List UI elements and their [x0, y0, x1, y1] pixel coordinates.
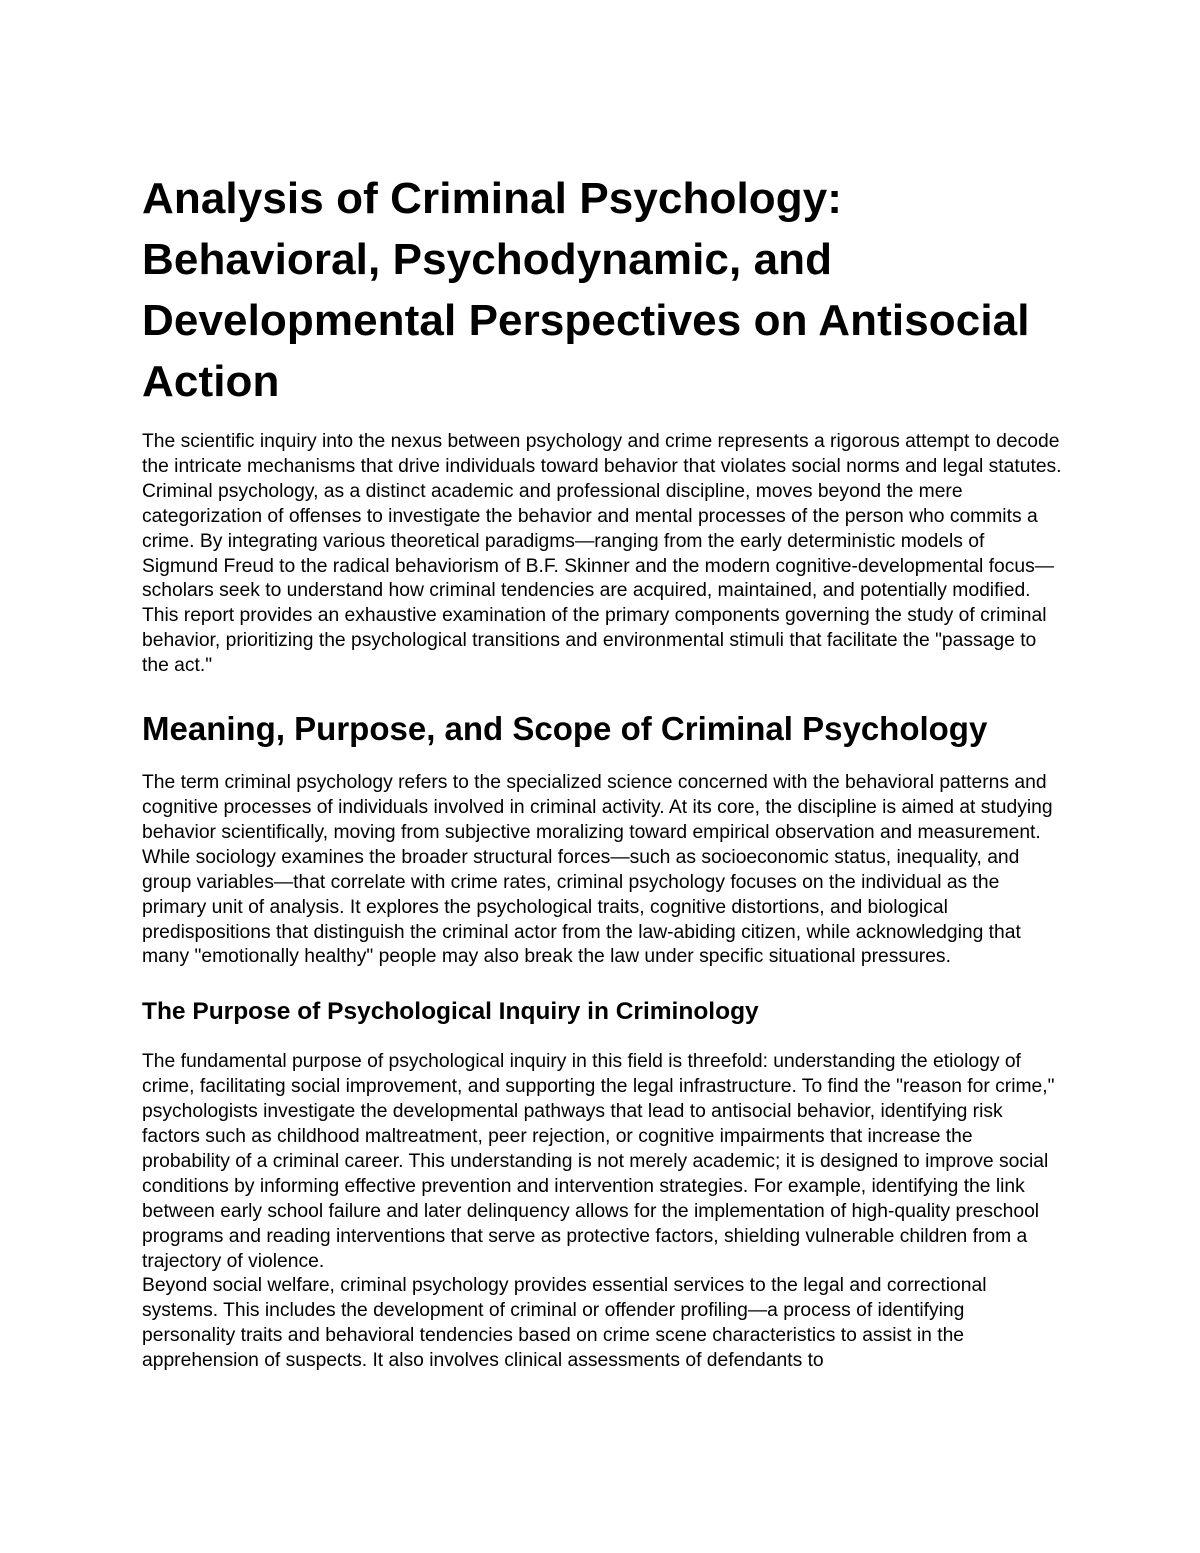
document-page	[142, 168, 1062, 1374]
section-paragraph: Beyond social welfare, criminal psychology provides essential services to the legal and correctional systems. This includes the development of criminal or offender profiling—a process of identifying personality traits and behavioral tendencies based on crime scene characteristics to assist in the apprehension of suspects. It also involves clinical assessments of defendants to	[142, 1275, 987, 1372]
subsection-heading-purpose-of-inquiry: The Purpose of Psychological Inquiry in Criminology	[142, 998, 759, 1026]
intro-paragraph: The scientific inquiry into the nexus between psychology and crime represents a rigorous attempt to decode the intricate mechanisms that drive individuals toward behavior that violates social norms and legal statutes. Criminal psychology, as a distinct academic and professional discipline, moves beyond the mere categorization of offenses to investigate the behavior and mental processes of the person who commits a crime. By integrating various theoretical paradigms—ranging from the early deterministic models of Sigmund Freud to the radical behaviorism of B.F. Skinner and the modern cognitive-developmental focus—scholars seek to understand how criminal tendencies are acquired, maintained, and potentially modified. This report provides an exhaustive examination of the primary components governing the study of criminal behavior, prioritizing the psychological transitions and environmental stimuli that facilitate the "passage to the act."	[142, 431, 1062, 677]
section-paragraph: The term criminal psychology refers to the specialized science concerned with the behavioral patterns and cognitive processes of individuals involved in criminal activity. At its core, the discipline is aimed at studying behavior scientifically, moving from subjective moralizing toward empirical observation and measurement. While sociology examines the broader structural forces—such as socioeconomic status, inequality, and group variables—that correlate with crime rates, criminal psychology focuses on the individual as the primary unit of analysis. It explores the psychological traits, cognitive distortions, and biological predispositions that distinguish the criminal actor from the law-abiding citizen, while acknowledging that many "emotionally healthy" people may also break the law under specific situational pressures.	[142, 772, 1053, 968]
section-heading-meaning-purpose-scope: Meaning, Purpose, and Scope of Criminal Psychology	[142, 710, 988, 748]
section-paragraph: The fundamental purpose of psychological inquiry in this field is threefold: understanding the etiology of crime, facilitating social improvement, and supporting the legal infrastructure. To find the "reason for crime," psychologists investigate the developmental pathways that lead to antisocial behavior, identifying risk factors such as childhood maltreatment, peer rejection, or cognitive impairments that increase the probability of a criminal career. This understanding is not merely academic; it is designed to improve social conditions by informing effective prevention and intervention strategies. For example, identifying the link between early school failure and later delinquency allows for the implementation of high-quality preschool programs and reading interventions that serve as protective factors, shielding vulnerable children from a trajectory of violence.	[142, 1051, 1055, 1272]
document-title: Analysis of Criminal Psychology: Behavioral, Psychodynamic, and Developmental Perspectives on Antisocial Action	[142, 174, 1030, 406]
